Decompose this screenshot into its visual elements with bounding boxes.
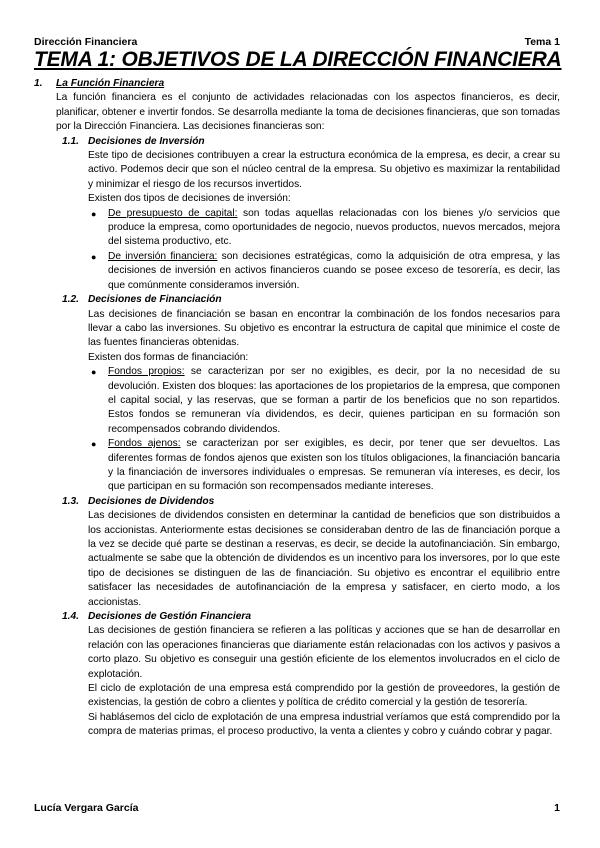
paragraph: Las decisiones de financiación se basan en encontrar la combinación de los fondos necesarios para llevar a cabo las inversiones. Su objetivo es encontrar la estructura de capital que minimice el coste de las fuentes financieras obtenidas. — [88, 308, 560, 349]
list-item — [34, 365, 560, 437]
bullet-icon: ● — [91, 367, 97, 378]
paragraph: Este tipo de decisiones contribuyen a crear la estructura económica de la empresa, es decir, a crear su activo. Podemos decir que son el núcleo central de la empresa. Su objetivo es maximizar la rentabilidad y minimizar el riesgo de los recursos invertidos. — [88, 150, 560, 190]
header-course: Dirección Financiera — [34, 36, 138, 48]
subsection-number: 1.4. — [62, 611, 79, 623]
section-title: La Función Financiera — [56, 78, 165, 89]
subsection-title: Decisiones de Gestión Financiera — [88, 611, 252, 623]
list-item-term: De inversión financiera: — [108, 250, 218, 262]
list-item-term: Fondos ajenos: — [108, 438, 181, 450]
list-item — [34, 207, 560, 250]
paragraph: Existen dos tipos de decisiones de inversión: — [88, 193, 291, 205]
list-item-text: son todas aquellas relacionadas con los bienes y/o servicios que produce la empresa, como oportunidades de negocio, nuevos productos, nuevos mercados, mejora del sistema productivo, etc. — [108, 207, 560, 248]
page-number: 1 — [554, 802, 560, 814]
subsection-number: 1.2. — [62, 294, 79, 306]
subsection-title: Decisiones de Financiación — [88, 294, 222, 306]
subsection-title: Decisiones de Inversión — [88, 135, 205, 147]
bullet-icon: ● — [91, 251, 97, 262]
page-title: TEMA 1: OBJETIVOS DE LA DIRECCIÓN FINANCIERA — [34, 48, 562, 71]
paragraph: Las decisiones de dividendos consisten en determinar la cantidad de beneficios que son distribuidos a los accionistas. Anteriormente estas decisiones se consideraban dentro de las de financiación porque a la vez se decide qué parte se destinan a reservas, es decir, se decide la autofinanciación. Sin embargo, actualmente se sabe que la obtención de dividendos es un incentivo para los inversores, por lo que este tipo de decisiones se distinguen de las de financiación. Su objetivo es encontrar el equilibrio entre satisfacer las necesidades de autofinanciación de la empresa y satisfacer, en cierto modo, a los accionistas. — [88, 510, 560, 608]
section-heading — [34, 77, 560, 91]
subsection-heading-gestion — [34, 610, 560, 624]
list-item-term: De presupuesto de capital: — [108, 207, 238, 219]
list-item-text: se caracterizan por ser no exigibles, es decir, por la no necesidad de su devolución. Existen dos bloques: las aportaciones de los propietarios de la empresa, que componen el capital social, y las reservas, que se forman a partir de los beneficios que no son repartidos. Estos fondos se remuneran vía dividendos, es decir, quienes participan en su formación son recompensados cobrando dividendos. — [108, 366, 560, 435]
paragraph: Si hablásemos del ciclo de explotación de una empresa industrial veríamos que está comprendido por la compra de materias primas, el proceso productivo, la venta a clientes y cobro y cuándo cobrar y pagar. — [88, 711, 560, 738]
header-topic: Tema 1 — [524, 36, 560, 48]
bullet-list — [34, 365, 560, 495]
document-body — [34, 77, 560, 740]
bullet-list — [34, 207, 560, 293]
list-item-term: Fondos propios: — [108, 366, 185, 378]
subsection-heading-inversion — [34, 135, 560, 149]
list-item — [34, 250, 560, 293]
bullet-icon: ● — [91, 208, 97, 219]
section-number: 1. — [34, 78, 43, 89]
bullet-icon: ● — [91, 439, 97, 450]
subsection-number: 1.1. — [62, 135, 79, 147]
list-item-text: son decisiones estratégicas, como la adquisición de otra empresa, y las decisiones de inversión en activos financieros cuando se posee exceso de tesorería, es decir, las que comúnmente consideramos inversión. — [108, 250, 560, 291]
section-intro: La función financiera es el conjunto de actividades relacionadas con los aspectos financieros, es decir, planificar, obtener e invertir fondos. Se desarrolla mediante la toma de decisiones financieras, que son tomadas por la Dirección Financiera. Las decisiones financieras son: — [56, 92, 560, 133]
list-item — [34, 437, 560, 495]
footer-author: Lucía Vergara García — [34, 802, 139, 814]
page-footer — [34, 802, 560, 814]
subsection-title: Decisiones de Dividendos — [88, 495, 215, 507]
list-item-text: se caracterizan por ser exigibles, es decir, por tener que ser devueltos. Las diferentes formas de fondos ajenos que existen son los títulos obligaciones, la financiación bancaria y la financiación de inversores individuales o empresas. Se remuneran vía intereses, es decir, los que participan en su formación son recompensados mediante intereses. — [108, 438, 560, 493]
subsection-number: 1.3. — [62, 495, 79, 507]
paragraph: El ciclo de explotación de una empresa está comprendido por la gestión de proveedores, la gestión de existencias, la gestión de cobro a clientes y política de crédito comercial y la gestión de tesorería. — [88, 683, 560, 709]
subsection-heading-dividendos — [34, 495, 560, 509]
subsection-heading-financiacion — [34, 293, 560, 307]
paragraph: Las decisiones de gestión financiera se refieren a las políticas y acciones que se han de desarrollar en relación con las operaciones financieras que diariamente están relacionadas con los activos y pasivos a corto plazo. Su objetivo es conseguir una gestión eficiente de los elementos involucrados en el ciclo de explotación. — [88, 625, 560, 680]
paragraph: Existen dos formas de financiación: — [88, 351, 249, 363]
